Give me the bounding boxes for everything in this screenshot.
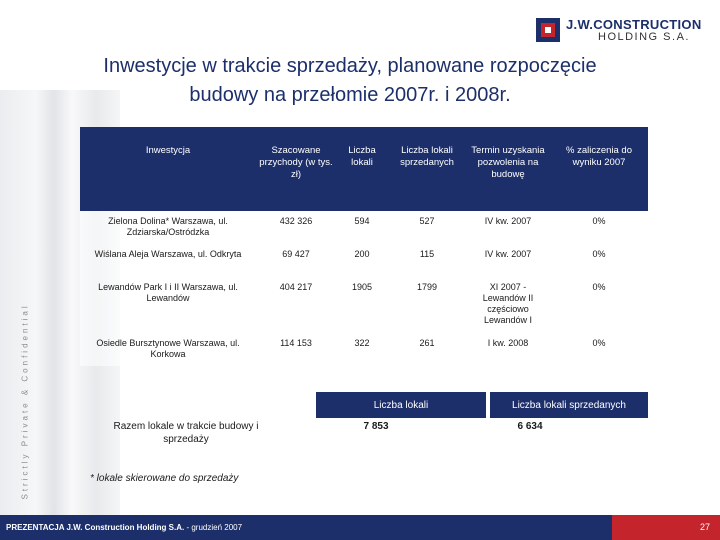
cell-revenue: 114 153 xyxy=(256,333,336,366)
cell-investment: Wiślana Aleja Warszawa, ul. Odkryta xyxy=(80,244,256,277)
table-row xyxy=(80,244,648,277)
table-header-row xyxy=(80,127,648,211)
page-number: 27 xyxy=(699,522,710,532)
summary-value-units-sold: 6 634 xyxy=(517,421,543,432)
logo-line1: J.W.CONSTRUCTION xyxy=(566,17,702,32)
logo-line2: HOLDING S.A. xyxy=(598,31,690,43)
cell-units: 594 xyxy=(336,211,388,244)
cell-investment: Osiedle Bursztynowe Warszawa, ul. Korkowa xyxy=(80,333,256,366)
header-percent-2007: % zaliczenia do wyniku 2007 xyxy=(550,127,648,211)
cell-revenue: 432 326 xyxy=(256,211,336,244)
logo-mark-icon xyxy=(536,18,560,42)
header-units-sold: Liczba lokali sprzedanych xyxy=(388,127,466,211)
table-row xyxy=(80,333,648,366)
header-permit-date: Termin uzyskania pozwolenia na budowę xyxy=(466,127,550,211)
summary-header-units-sold: Liczba lokali sprzedanych xyxy=(490,392,648,418)
cell-units: 200 xyxy=(336,244,388,277)
footer-bold-text: PREZENTACJA J.W. Construction Holding S.A. xyxy=(6,523,185,532)
cell-units: 1905 xyxy=(336,277,388,333)
cell-permit-date: IV kw. 2007 xyxy=(466,211,550,244)
table-row xyxy=(80,211,648,244)
cell-percent: 0% xyxy=(550,244,648,277)
investments-table xyxy=(80,127,648,366)
table-row xyxy=(80,277,648,333)
cell-permit-date: XI 2007 - Lewandów II częściowo Lewandów I xyxy=(466,277,550,333)
cell-revenue: 404 217 xyxy=(256,277,336,333)
cell-revenue: 69 427 xyxy=(256,244,336,277)
cell-units-sold: 1799 xyxy=(388,277,466,333)
cell-investment: Lewandów Park I i II Warszawa, ul. Lewandów xyxy=(80,277,256,333)
summary-value-units: 7 853 xyxy=(363,421,389,432)
investments-table-wrapper xyxy=(80,127,648,366)
header-units: Liczba lokali xyxy=(336,127,388,211)
cell-investment: Zielona Dolina* Warszawa, ul. Zdziarska/Ostródzka xyxy=(80,211,256,244)
footer-date-text: - grudzień 2007 xyxy=(184,523,243,532)
cell-percent: 0% xyxy=(550,211,648,244)
footer-text xyxy=(6,523,242,532)
header-investment: Inwestycja xyxy=(80,127,256,211)
cell-percent: 0% xyxy=(550,333,648,366)
company-logo xyxy=(536,18,706,46)
cell-permit-date: IV kw. 2007 xyxy=(466,244,550,277)
cell-permit-date: I kw. 2008 xyxy=(466,333,550,366)
slide-title: Inwestycje w trakcie sprzedaży, planowane rozpoczęcie budowy na przełomie 2007r. i 2008r. xyxy=(103,55,597,106)
summary-header-units: Liczba lokali xyxy=(316,392,486,418)
cell-units-sold: 527 xyxy=(388,211,466,244)
cell-units: 322 xyxy=(336,333,388,366)
confidential-side-text: Strictly Private & Confidential xyxy=(20,303,30,500)
cell-units-sold: 261 xyxy=(388,333,466,366)
cell-percent: 0% xyxy=(550,277,648,333)
cell-units-sold: 115 xyxy=(388,244,466,277)
summary-label: Razem lokale w trakcie budowy i sprzedaży xyxy=(113,421,259,445)
footnote: * lokale skierowane do sprzedaży xyxy=(90,473,239,484)
header-revenue: Szacowane przychody (w tys. zł) xyxy=(256,127,336,211)
